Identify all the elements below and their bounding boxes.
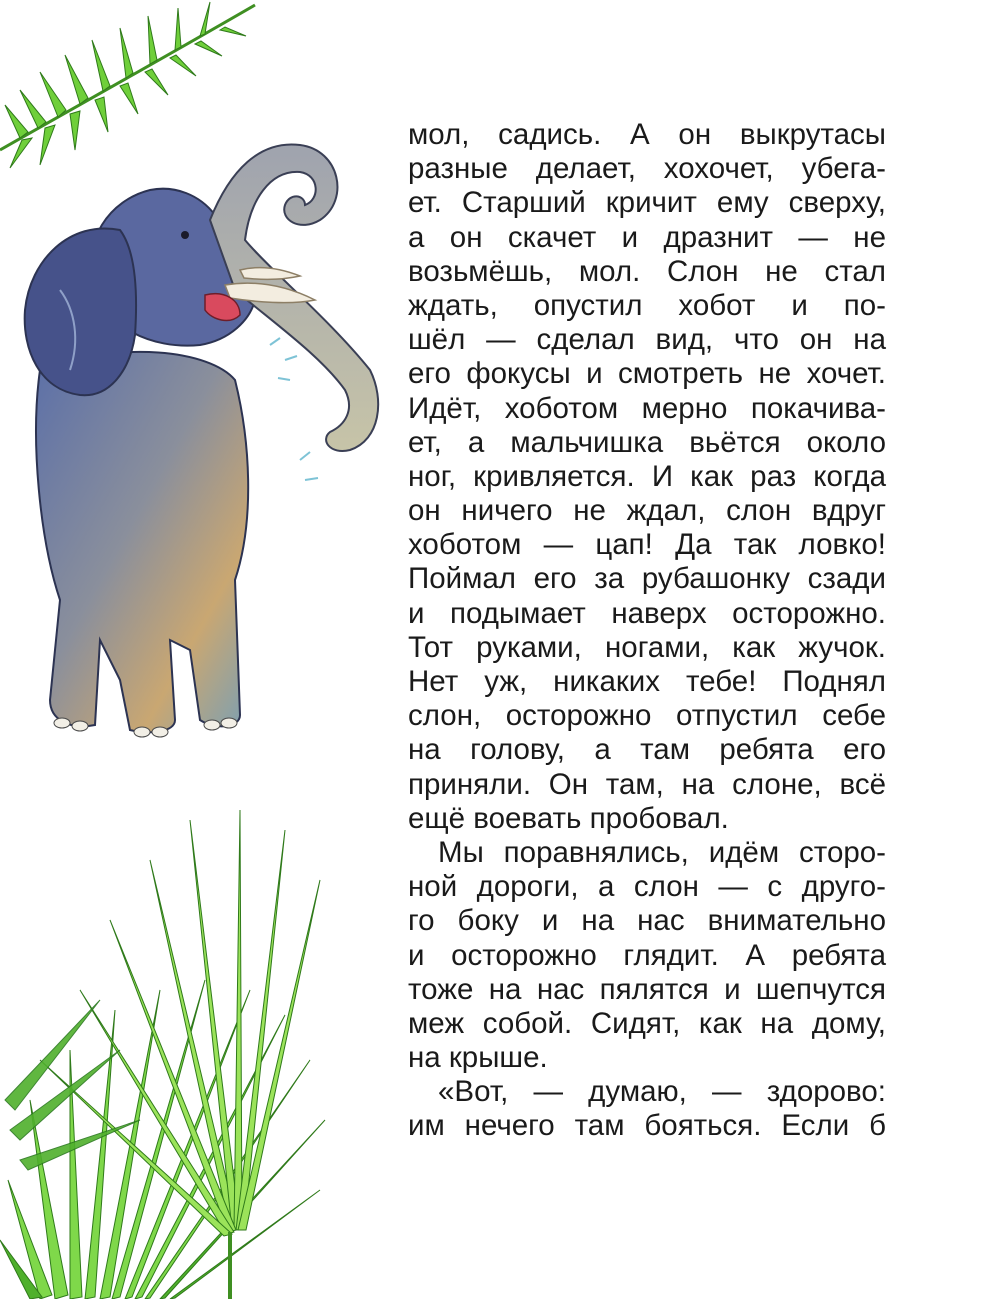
paragraph — [408, 1075, 886, 1143]
text-line: ет. Старший кричит ему сверху, — [408, 186, 886, 220]
paragraph — [408, 836, 886, 1075]
elephant-body — [36, 352, 248, 732]
text-line: Поймал его за рубашонку сзади — [408, 562, 886, 596]
text-line: Идёт, хоботом мерно покачива- — [408, 391, 886, 425]
elephant-tusk — [225, 283, 315, 302]
story-text — [408, 118, 886, 1144]
text-line: его фокусы и смотреть не хочет. — [408, 357, 886, 391]
text-line: мол, садись. А он выкрутасы — [408, 118, 886, 151]
text-line: слон, осторожно отпустил себе — [408, 699, 886, 733]
palm-leaves-illustration — [0, 800, 330, 1299]
text-line: меж собой. Сидят, как на дому, — [408, 1006, 886, 1040]
text-line: ждать, опустил хобот и по- — [408, 288, 886, 322]
text-line: хоботом — цап! Да так ловко! — [408, 528, 886, 562]
palm-fan-left — [0, 980, 325, 1299]
text-line: им нечего там бояться. Если б — [408, 1109, 886, 1143]
text-line: и подымает наверх осторожно. — [408, 596, 886, 630]
text-line: и осторожно глядит. А ребята — [408, 938, 886, 972]
text-line: го боку и на нас внимательно — [408, 904, 886, 938]
text-line: возьмёшь, мол. Слон не стал — [408, 254, 886, 288]
palm-fan-back — [5, 1000, 140, 1170]
text-line: а он скачет и дразнит — не — [408, 220, 886, 254]
text-line: ног, кривляется. И как раз когда — [408, 459, 886, 493]
text-line: ной дороги, а слон — с друго- — [408, 870, 886, 904]
elephant-illustration — [0, 120, 390, 760]
text-line: Тот руками, ногами, как жучок. — [408, 630, 886, 664]
text-line: ещё воевать пробовал. — [408, 801, 729, 835]
text-line: тоже на нас пялятся и шепчутся — [408, 972, 886, 1006]
text-line: он ничего не ждал, слон вдруг — [408, 494, 886, 528]
text-line: ет, а мальчишка вьётся около — [408, 425, 886, 459]
text-line: «Вот, — думаю, — здорово: — [438, 1075, 886, 1109]
text-line: шёл — сделал вид, что он на — [408, 323, 886, 357]
elephant-eye — [181, 231, 189, 239]
paragraph — [408, 118, 886, 836]
text-line: на голову, а там ребята его — [408, 733, 886, 767]
text-line: Мы поравнялись, идём сторо- — [438, 835, 886, 869]
palm-fan-right — [40, 810, 320, 1299]
text-line: на крыше. — [408, 1041, 548, 1075]
text-line: приняли. Он там, на слоне, всё — [408, 767, 886, 801]
text-line: Нет уж, никаких тебе! Поднял — [408, 665, 886, 698]
elephant-ear — [25, 228, 136, 395]
text-line: разные делает, хохочет, убега- — [408, 152, 886, 186]
